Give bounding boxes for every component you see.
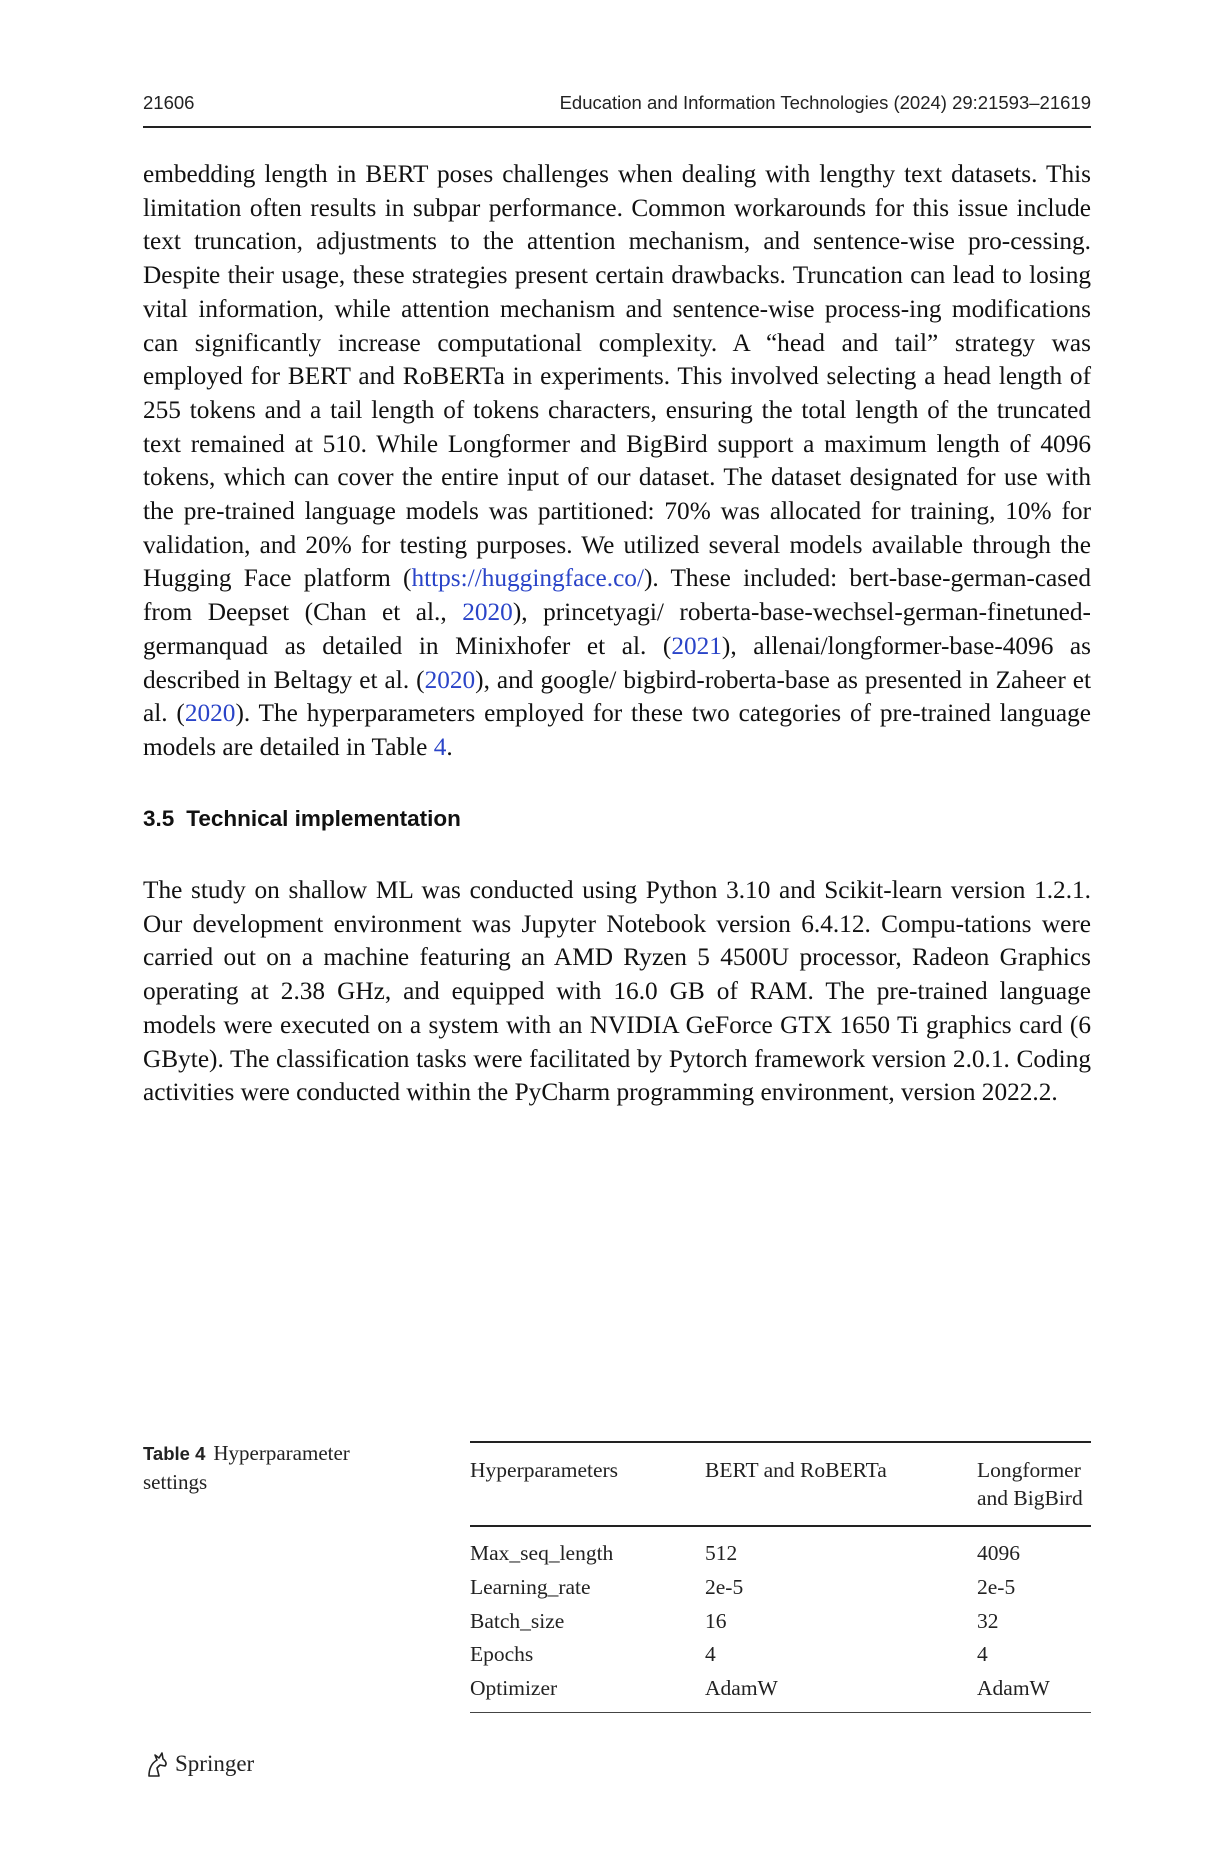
- table-cell: 16: [705, 1608, 727, 1633]
- table-cell: 32: [977, 1608, 999, 1633]
- table-cell: 2e-5: [977, 1574, 1016, 1599]
- table-cell: 2e-5: [705, 1574, 744, 1599]
- publisher-footer: [143, 1750, 254, 1778]
- table-label: Table 4: [143, 1443, 206, 1464]
- column-header: BERT and RoBERTa: [705, 1458, 887, 1482]
- paragraph-1-text-c: ), princetyagi/ roberta-base-wechsel-german-finetuned-germanquad as detailed in Minixhofer et al. (: [143, 598, 1091, 660]
- citation-link-zaheer-2020[interactable]: 2020: [184, 699, 236, 728]
- table-cell: Optimizer: [470, 1676, 558, 1701]
- table-row: [470, 1638, 1091, 1672]
- springer-horse-icon: [143, 1750, 169, 1778]
- table-caption-text: Hyperparameter settings: [143, 1441, 350, 1494]
- table-row: [470, 1672, 1091, 1712]
- table-row: [470, 1526, 1091, 1571]
- page-number: 21606: [143, 92, 195, 113]
- table-cell: Learning_rate: [470, 1574, 591, 1599]
- journal-citation: Education and Information Technologies (2024) 29:21593–21619: [559, 92, 1091, 113]
- huggingface-link[interactable]: https://huggingface.co/: [411, 564, 644, 593]
- paragraph-1-text-d: ), allenai/longformer-base-4096 as described in Beltagy et al. (: [143, 631, 1091, 694]
- column-header: Hyperparameters: [470, 1458, 619, 1482]
- publisher-name: Springer: [175, 1751, 255, 1776]
- table-row: [470, 1605, 1091, 1639]
- section-title: Technical implementation: [186, 806, 461, 831]
- citation-link-minixhofer-2021[interactable]: 2021: [671, 631, 722, 660]
- table-cell: 4: [705, 1642, 716, 1667]
- table-cell: 4096: [977, 1541, 1020, 1565]
- paragraph-1-text-f: ). The hyperparameters employed for these two categories of pre-trained language models are detailed in Table: [143, 699, 1091, 761]
- paragraph-1-text-e: ), and google/ bigbird-roberta-base as presented in Zaheer et al. (: [143, 665, 1092, 728]
- table-header-row: [470, 1442, 1091, 1526]
- paragraph-2: The study on shallow ML was conducted using Python 3.10 and Scikit-learn version 1.2.1. Our development environment was Jupyter Notebook version 6.4.12. Compu-tations were carried out on a machine featuring an AMD Ryzen 5 4500U processor, Radeon Graphics operating at 2.38 GHz, and equipped with 16.0 GB of RAM. The pre-trained language models were executed on a system with an NVIDIA GeForce GTX 1650 Ti graphics card (6 GByte). The classification tasks were facilitated by Pytorch framework version 2.0.1. Coding activities were conducted within the PyCharm programming environment, version 2022.2.: [143, 876, 1091, 1107]
- running-header: [143, 88, 1091, 128]
- table-row: [470, 1571, 1091, 1605]
- paragraph-1-text-g: .: [446, 732, 453, 761]
- table-cell: 4: [977, 1642, 988, 1667]
- header-rule: [143, 126, 1091, 128]
- paragraph-1: [143, 158, 1091, 765]
- section-heading: [143, 806, 461, 832]
- hyperparameter-table: [470, 1441, 1091, 1713]
- citation-link-beltagy-2020[interactable]: 2020: [424, 665, 476, 694]
- citation-link-chan-2020[interactable]: 2020: [462, 598, 513, 627]
- table-cell: AdamW: [705, 1676, 778, 1701]
- paragraph-1-text-b: ). These included: bert-base-german-cased from Deepset (Chan et al.,: [143, 564, 1091, 627]
- table-4-link[interactable]: 4: [433, 732, 447, 761]
- column-header: Longformer and BigBird: [977, 1458, 1083, 1510]
- table-cell: Batch_size: [470, 1608, 565, 1633]
- table-cell: Max_seq_length: [470, 1541, 614, 1565]
- table-cell: Epochs: [470, 1642, 534, 1667]
- table-cell: AdamW: [977, 1676, 1050, 1701]
- table-cell: 512: [705, 1541, 738, 1565]
- paragraph-1-text-a: embedding length in BERT poses challenges when dealing with lengthy text datasets. This limitation often results in subpar performance. Common workarounds for this issue include text truncation, adjustments to the attention mechanism, and sentence-wise pro-cessing. Despite their usage, these strategies present certain drawbacks. Truncation can lead to losing vital information, while attention mechanism and sentence-wise process-ing modifications can significantly increase computational complexity. A “head and tail” strategy was employed for BERT and RoBERTa in experiments. This involved selecting a head length of 255 tokens and a tail length of tokens characters, ensuring the total length of the truncated text remained at 510. While Longformer and BigBird support a maximum length of 4096 tokens, which can cover the entire input of our dataset. The dataset designated for use with the pre-trained language models was partitioned: 70% was allocated for training, 10% for validation, and 20% for testing purposes. We utilized several models available through the Hugging Face platform (: [143, 160, 1091, 593]
- section-number: 3.5: [143, 806, 175, 831]
- table-caption: [143, 1439, 393, 1496]
